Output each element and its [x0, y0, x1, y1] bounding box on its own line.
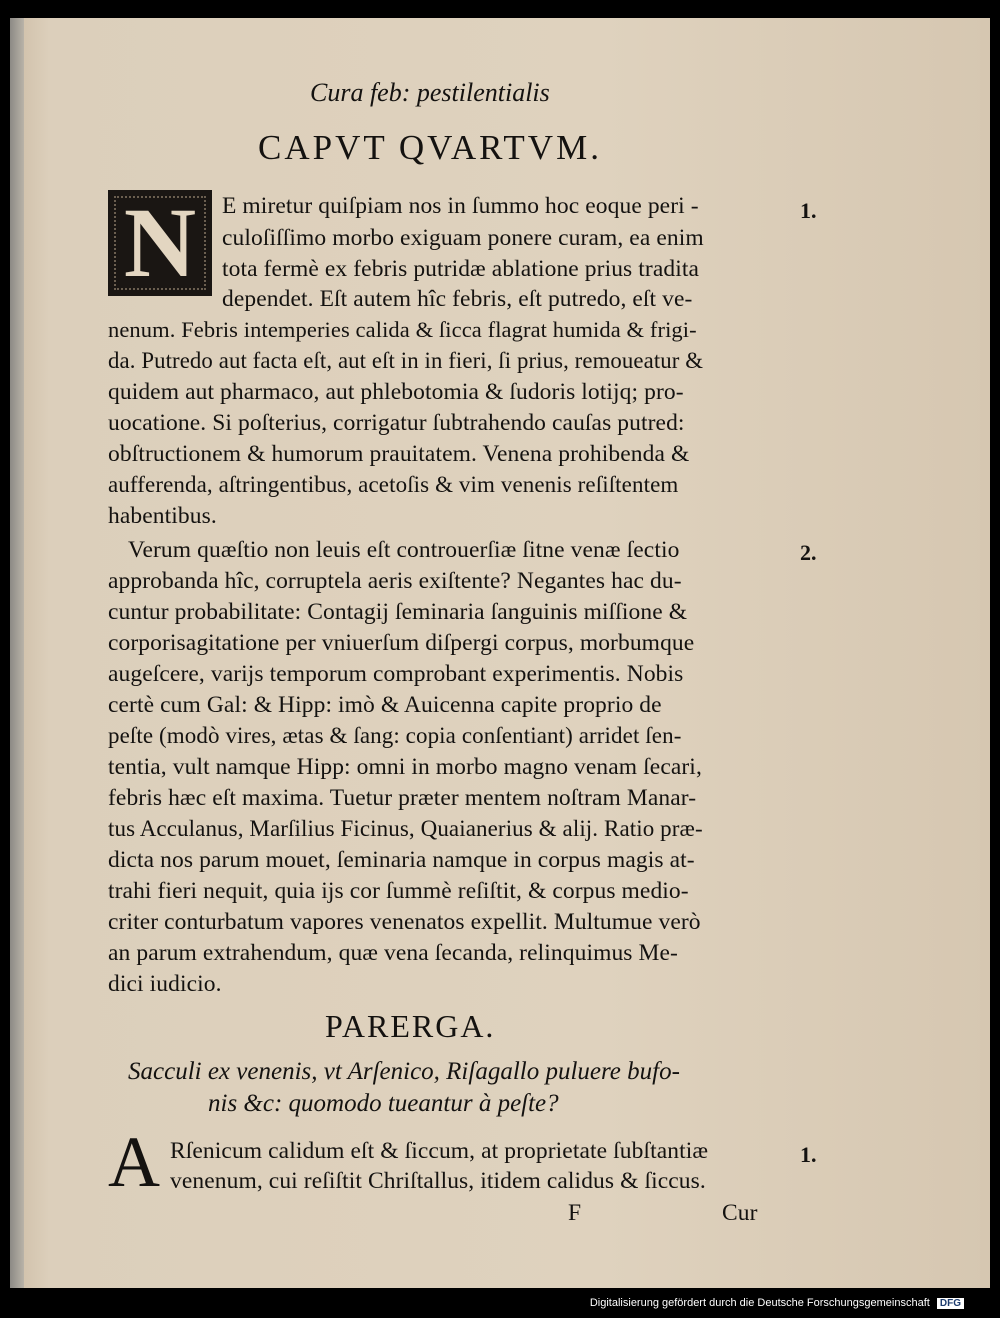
para1-line: quidem aut pharmaco, aut phlebotomia & ſudoris lotijq; pro-: [108, 379, 684, 405]
dfg-logo: DFG: [937, 1298, 964, 1309]
margin-number: 1.: [800, 1142, 817, 1167]
para2-line: tus Acculanus, Marſilius Ficinus, Quaianerius & alij. Ratio præ-: [108, 816, 703, 841]
para2-line: augeſcere, varijs temporum comprobant experimentis. Nobis: [108, 661, 684, 687]
margin-number: 1.: [800, 198, 817, 223]
footer-credit: [590, 1297, 964, 1309]
para1-line: culoſiſſimo morbo exiguam ponere curam, ea enim: [222, 225, 704, 251]
page-binding-edge: [10, 18, 24, 1288]
para1-line: aufferenda, aſtringentibus, acetoſis & vim venenis reſiſtentem: [108, 472, 679, 497]
para2-line: tentia, vult namque Hipp: omni in morbo magno venam ſecari,: [108, 754, 702, 780]
para2-line: dicta nos parum mouet, ſeminaria namque in corpus magis at-: [108, 847, 695, 873]
para1-line: uocatione. Si poſterius, corrigatur ſubtrahendo cauſas putred:: [108, 410, 685, 436]
catchword: Cur: [722, 1200, 758, 1226]
para2-line: criter conturbatum vapores venenatos expellit. Multumue verò: [108, 909, 701, 935]
para1-line: da. Putredo aut facta eſt, aut eſt in in fieri, ſi prius, remoueatur &: [108, 348, 704, 373]
para3-line: Rſenicum calidum eſt & ſiccum, at proprietate ſubſtantiæ: [170, 1138, 709, 1164]
para2-line: febris hæc eſt maxima. Tuetur præter mentem noſtram Manar-: [108, 785, 697, 811]
para2-line: trahi fieri nequit, quia ijs cor ſummè reſiſtit, & corpus medio-: [108, 878, 689, 904]
initial-a: A: [108, 1122, 160, 1202]
parerga-question-line: Sacculi ex venenis, vt Arſenico, Riſagallo puluere bufo-: [128, 1058, 680, 1085]
signature-mark: F: [568, 1200, 582, 1226]
running-head: Cura feb: pestilentialis: [310, 78, 550, 107]
para2-line: certè cum Gal: & Hipp: imò & Auicenna capite proprio de: [108, 692, 662, 718]
para2-line: Verum quæſtio non leuis eſt controuerſiæ ſitne venæ ſectio: [128, 537, 680, 563]
para2-line: dici iudicio.: [108, 971, 222, 997]
para2-line: an parum extrahendum, quæ vena ſecanda, relinquimus Me-: [108, 940, 678, 966]
para2-line: approbanda hîc, corruptela aeris exiſtente? Negantes hac du-: [108, 568, 682, 594]
para1-line: dependet. Eſt autem hîc febris, eſt putredo, eſt ve-: [222, 286, 693, 312]
decorated-initial-n: [108, 187, 212, 298]
para1-line: tota fermè ex febris putridæ ablatione prius tradita: [222, 256, 700, 282]
chapter-title: CAPVT QVARTVM.: [258, 128, 602, 167]
para2-line: corporisagitatione per vniuerſum diſpergi corpus, morbumque: [108, 630, 695, 656]
footer-credit-text: Digitalisierung gefördert durch die Deutsche Forschungsgemeinschaft: [589, 1297, 930, 1309]
para1-line: obſtructionem & humorum prauitatem. Venena prohibenda &: [108, 441, 690, 467]
para3-line: venenum, cui reſiſtit Chriſtallus, itidem calidus & ſiccus.: [170, 1168, 706, 1194]
initial-n-letter: N: [123, 187, 197, 298]
para2-line: peſte (modò vires, ætas & ſang: copia conſentiant) arridet ſen-: [108, 723, 682, 748]
initial-ornament-border: [114, 196, 206, 290]
parerga-heading: PARERGA.: [325, 1008, 496, 1044]
para2-line: cuntur probabilitate: Contagij ſeminaria ſanguinis miſſione &: [108, 599, 688, 625]
margin-number: 2.: [800, 540, 817, 565]
parerga-question-line: nis &c: quomodo tueantur à peſte?: [208, 1090, 559, 1117]
para1-line: nenum. Febris intemperies calida & ſicca flagrat humida & frigi-: [108, 317, 697, 342]
para1-line: habentibus.: [108, 503, 217, 529]
para1-line: E miretur quiſpiam nos in ſummo hoc eoque peri -: [222, 193, 699, 219]
